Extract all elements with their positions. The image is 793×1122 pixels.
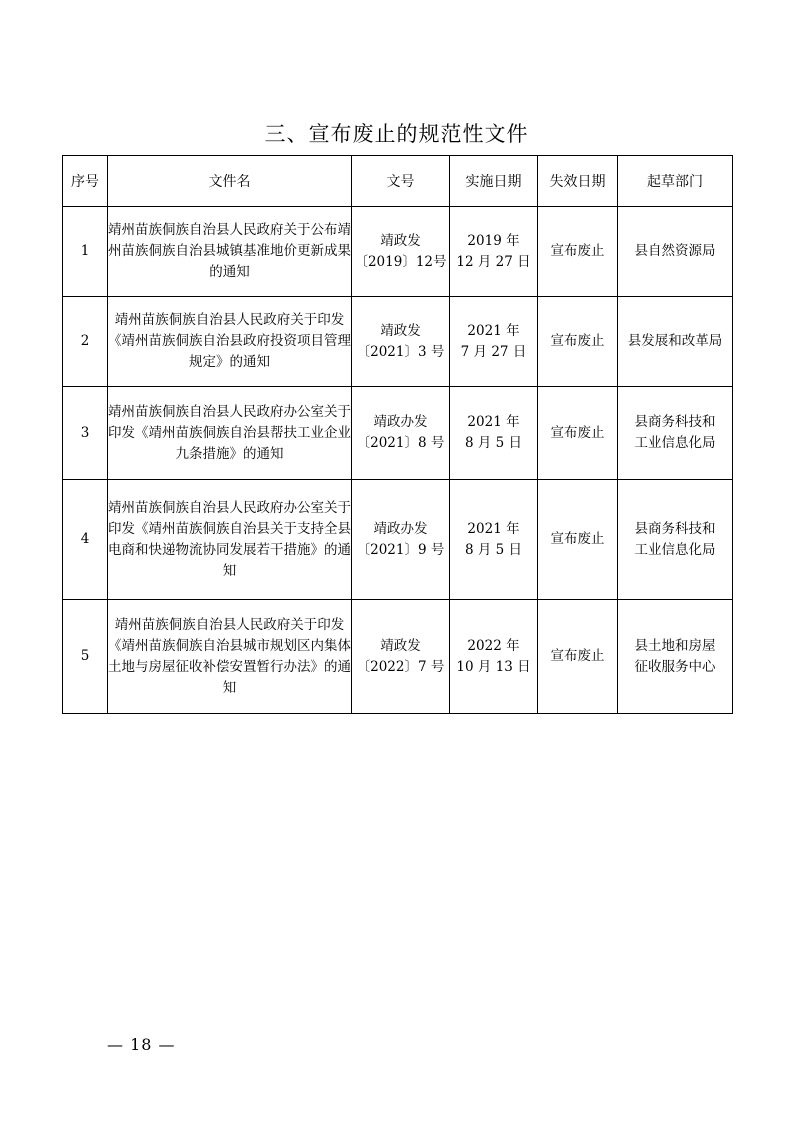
doc-name: 靖州苗族侗族自治县人民政府关于印发《靖州苗族侗族自治县政府投资项目管理规定》的通知 xyxy=(108,297,352,387)
drafting-dept: 县发展和改革局 xyxy=(618,297,733,387)
drafting-dept: 县商务科技和 工业信息化局 xyxy=(618,480,733,600)
table-header-row xyxy=(63,156,733,207)
doc-name: 靖州苗族侗族自治县人民政府办公室关于印发《靖州苗族侗族自治县帮扶工业企业九条措施》的通知 xyxy=(108,387,352,480)
header-doc-number: 文号 xyxy=(352,156,450,207)
doc-name: 靖州苗族侗族自治县人民政府办公室关于印发《靖州苗族侗族自治县关于支持全县电商和快递物流协同发展若干措施》的通知 xyxy=(108,480,352,600)
effective-date: 2021 年 8 月 5 日 xyxy=(450,480,538,600)
doc-name: 靖州苗族侗族自治县人民政府关于公布靖州苗族侗族自治县城镇基准地价更新成果的通知 xyxy=(108,207,352,297)
table-row xyxy=(63,297,733,387)
effective-date: 2021 年 8 月 5 日 xyxy=(450,387,538,480)
expiry-status: 宣布废止 xyxy=(538,387,618,480)
drafting-dept: 县土地和房屋 征收服务中心 xyxy=(618,600,733,714)
effective-date: 2019 年 12 月 27 日 xyxy=(450,207,538,297)
header-drafting-dept: 起草部门 xyxy=(618,156,733,207)
effective-date: 2021 年 7 月 27 日 xyxy=(450,297,538,387)
row-index: 5 xyxy=(63,600,108,714)
expiry-status: 宣布废止 xyxy=(538,480,618,600)
table-row xyxy=(63,480,733,600)
page-number: — 18 — xyxy=(107,1035,176,1054)
drafting-dept: 县自然资源局 xyxy=(618,207,733,297)
header-doc-name: 文件名 xyxy=(108,156,352,207)
table-row xyxy=(63,207,733,297)
row-index: 4 xyxy=(63,480,108,600)
abolished-documents-table xyxy=(62,155,733,714)
expiry-status: 宣布废止 xyxy=(538,297,618,387)
table-row xyxy=(63,387,733,480)
row-index: 1 xyxy=(63,207,108,297)
page-title: 三、宣布废止的规范性文件 xyxy=(264,122,529,146)
header-expiry-date: 失效日期 xyxy=(538,156,618,207)
expiry-status: 宣布废止 xyxy=(538,600,618,714)
table-row xyxy=(63,600,733,714)
doc-number: 靖政发 〔2022〕7 号 xyxy=(352,600,450,714)
drafting-dept: 县商务科技和 工业信息化局 xyxy=(618,387,733,480)
doc-number: 靖政发 〔2019〕12号 xyxy=(352,207,450,297)
header-index: 序号 xyxy=(63,156,108,207)
doc-number: 靖政办发 〔2021〕9 号 xyxy=(352,480,450,600)
doc-number: 靖政办发 〔2021〕8 号 xyxy=(352,387,450,480)
expiry-status: 宣布废止 xyxy=(538,207,618,297)
row-index: 3 xyxy=(63,387,108,480)
header-effective-date: 实施日期 xyxy=(450,156,538,207)
row-index: 2 xyxy=(63,297,108,387)
doc-number: 靖政发 〔2021〕3 号 xyxy=(352,297,450,387)
effective-date: 2022 年 10 月 13 日 xyxy=(450,600,538,714)
doc-name: 靖州苗族侗族自治县人民政府关于印发《靖州苗族侗族自治县城市规划区内集体土地与房屋征收补偿安置暂行办法》的通知 xyxy=(108,600,352,714)
